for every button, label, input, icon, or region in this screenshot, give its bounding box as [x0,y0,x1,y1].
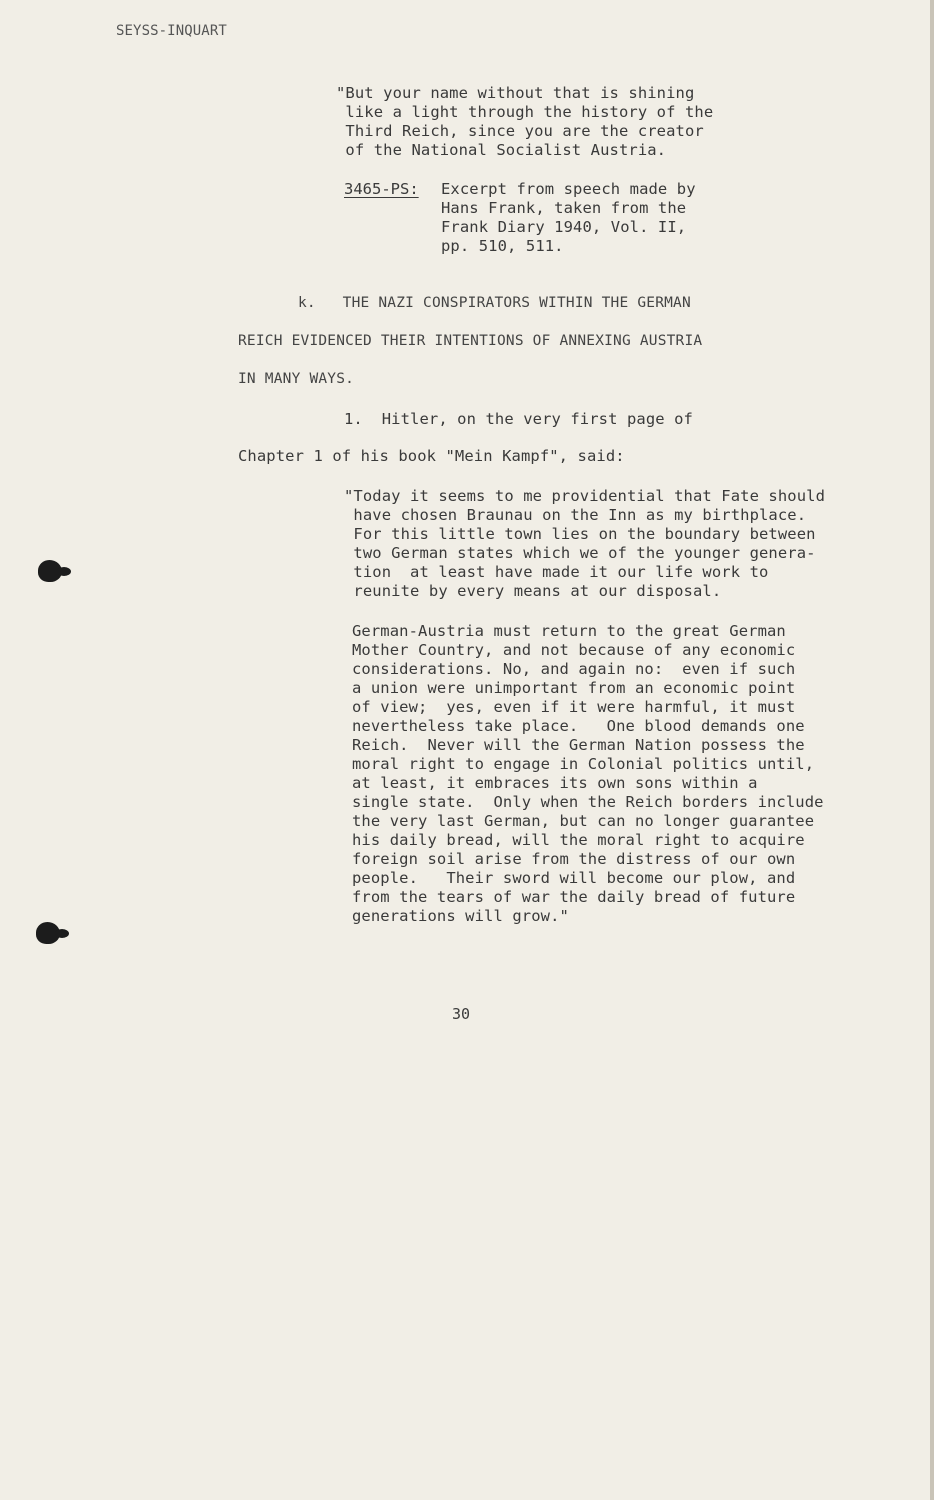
citation-line: Frank Diary 1940, Vol. II, [441,218,687,236]
section-heading-line: REICH EVIDENCED THEIR INTENTIONS OF ANNEXING AUSTRIA [238,333,703,349]
quote-line: German-Austria must return to the great German [352,622,786,640]
quote-line: "But your name without that is shining [336,84,695,102]
punch-hole-top [38,560,62,582]
quote-line: from the tears of war the daily bread of future [352,888,796,906]
quote-line: generations will grow." [352,907,569,925]
quote-line: Reich. Never will the German Nation possess the [352,736,805,754]
paragraph-line: Chapter 1 of his book "Mein Kampf", said: [238,447,625,465]
quote-line: a union were unimportant from an economic point [352,679,796,697]
citation-document-id: 3465-PS: [344,180,419,198]
punch-hole-bottom [36,922,60,944]
section-heading-line: k. THE NAZI CONSPIRATORS WITHIN THE GERMAN [298,295,691,311]
quote-line: foreign soil arise from the distress of our own [352,850,796,868]
citation-line: Hans Frank, taken from the [441,199,687,217]
quote-line: like a light through the history of the [336,103,714,121]
quote-line: Mother Country, and not because of any economic [352,641,796,659]
section-heading-line: IN MANY WAYS. [238,371,355,387]
citation-line: pp. 510, 511. [441,237,564,255]
quote-line: Third Reich, since you are the creator [336,122,704,140]
quote-line: For this little town lies on the boundary between [344,525,816,543]
quote-line: considerations. No, and again no: even if such [352,660,796,678]
quote-line: his daily bread, will the moral right to acquire [352,831,805,849]
quote-line: the very last German, but can no longer guarantee [352,812,815,830]
page-edge-shadow [930,0,934,1500]
paragraph-line: 1. Hitler, on the very first page of [344,410,693,428]
quote-line: of view; yes, even if it were harmful, it must [352,698,796,716]
quote-line: at least, it embraces its own sons within a [352,774,758,792]
page-number: 30 [452,1005,471,1023]
quote-line: two German states which we of the younger genera- [344,544,816,562]
quote-line: single state. Only when the Reich borders include [352,793,824,811]
document-header: SEYSS-INQUART [116,23,227,39]
quote-line: of the National Socialist Austria. [336,141,667,159]
quote-line: people. Their sword will become our plow, and [352,869,796,887]
quote-line: moral right to engage in Colonial politics until, [352,755,815,773]
quote-line: "Today it seems to me providential that Fate should [344,487,826,505]
quote-line: nevertheless take place. One blood demands one [352,717,805,735]
citation-line: Excerpt from speech made by [441,180,696,198]
quote-line: have chosen Braunau on the Inn as my birthplace. [344,506,807,524]
quote-line: tion at least have made it our life work to [344,563,769,581]
quote-line: reunite by every means at our disposal. [344,582,722,600]
